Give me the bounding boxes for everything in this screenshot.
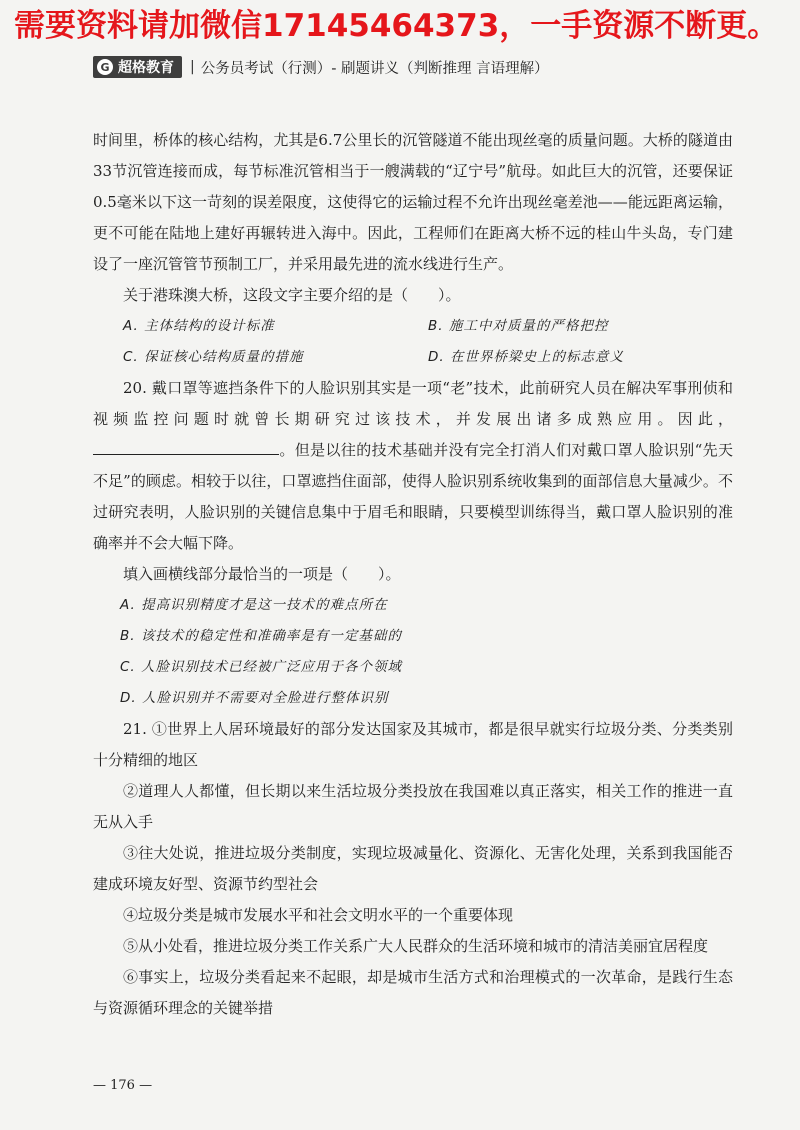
q19-passage: 时间里，桥体的核心结构，尤其是6.7公里长的沉管隧道不能出现丝毫的质量问题。大桥的隧道由33节沉管连接而成，每节标准沉管相当于一艘满载的“辽宁号”航母。如此巨大的沉管，还要保证0.5毫米以下这一苛刻的误差限度，这使得它的运输过程不允许出现丝毫差池——能远距离运输，更不可能在陆地上建好再辗转进入海中。因此，工程师们在距离大桥不远的桂山牛头岛，专门建设了一座沉管管节预制工厂，并采用最先进的流水线进行生产。 <box>93 131 733 273</box>
q21-item-3: ③往大处说，推进垃圾分类制度，实现垃圾减量化、资源化、无害化处理，关系到我国能否建成环境友好型、资源节约型社会 <box>93 844 733 893</box>
q19-question: 关于港珠澳大桥，这段文字主要介绍的是（ ）。 <box>123 286 461 304</box>
q21-item-2: ②道理人人都懂，但长期以来生活垃圾分类投放在我国难以真正落实，相关工作的推进一直无从入手 <box>93 782 733 831</box>
page-number: — 176 — <box>93 1078 153 1093</box>
logo-g-icon: G <box>97 59 113 75</box>
q20-passage-after: 。但是以往的技术基础并没有完全打消人们对戴口罩人脸识别“先天不足”的顾虑。相较于以往，口罩遮挡住面部，使得人脸识别系统收集到的面部信息大量减少。不过研究表明，人脸识别的关键信息集中于眉毛和眼睛，只要模型训练得当，戴口罩人脸识别的准确率并不会大幅下降。 <box>93 441 733 552</box>
q20-option-d: D. 人脸识别并不需要对全脸进行整体识别 <box>120 690 389 706</box>
q21-item-5: ⑤从小处看，推进垃圾分类工作关系广大人民群众的生活环境和城市的清洁美丽宜居程度 <box>123 937 709 955</box>
header-title: 公务员考试（行测）- 刷题讲义（判断推理 言语理解） <box>200 60 549 77</box>
q20-passage <box>93 373 733 559</box>
q19-option-a: A. 主体结构的设计标准 <box>123 318 275 334</box>
q20-question: 填入画横线部分最恰当的一项是（ ）。 <box>123 565 401 583</box>
q19-option-c: C. 保证核心结构质量的措施 <box>123 349 304 365</box>
q20-option-b: B. 该技术的稳定性和准确率是有一定基础的 <box>120 628 402 644</box>
q20-fill-blank <box>93 440 279 455</box>
page-content <box>93 125 733 1024</box>
q21-item-4: ④垃圾分类是城市发展水平和社会文明水平的一个重要体现 <box>123 906 514 924</box>
header-separator: | <box>190 59 195 75</box>
page-header <box>93 54 549 80</box>
logo-text: 超格教育 <box>118 60 174 76</box>
q20-passage-before: 20. 戴口罩等遮挡条件下的人脸识别其实是一项“老”技术，此前研究人员在解决军事刑侦和视频监控问题时就曾长期研究过该技术，并发展出诸多成熟应用。因此， <box>93 379 733 428</box>
q21-item-1: 21. ①世界上人居环境最好的部分发达国家及其城市，都是很早就实行垃圾分类、分类类别十分精细的地区 <box>93 720 733 769</box>
q21-item-6: ⑥事实上，垃圾分类看起来不起眼，却是城市生活方式和治理模式的一次革命，是践行生态与资源循环理念的关键举措 <box>93 968 733 1017</box>
watermark-banner: 需要资料请加微信17145464373，一手资源不断更。 <box>14 8 779 44</box>
q19-options-row-1 <box>93 311 733 342</box>
q20-option-a: A. 提高识别精度才是这一技术的难点所在 <box>120 597 388 613</box>
q19-option-d: D. 在世界桥梁史上的标志意义 <box>428 349 624 365</box>
publisher-logo <box>93 56 182 78</box>
q20-option-c: C. 人脸识别技术已经被广泛应用于各个领域 <box>120 659 403 675</box>
q19-options-row-2 <box>93 342 733 373</box>
q19-option-b: B. 施工中对质量的严格把控 <box>428 318 609 334</box>
